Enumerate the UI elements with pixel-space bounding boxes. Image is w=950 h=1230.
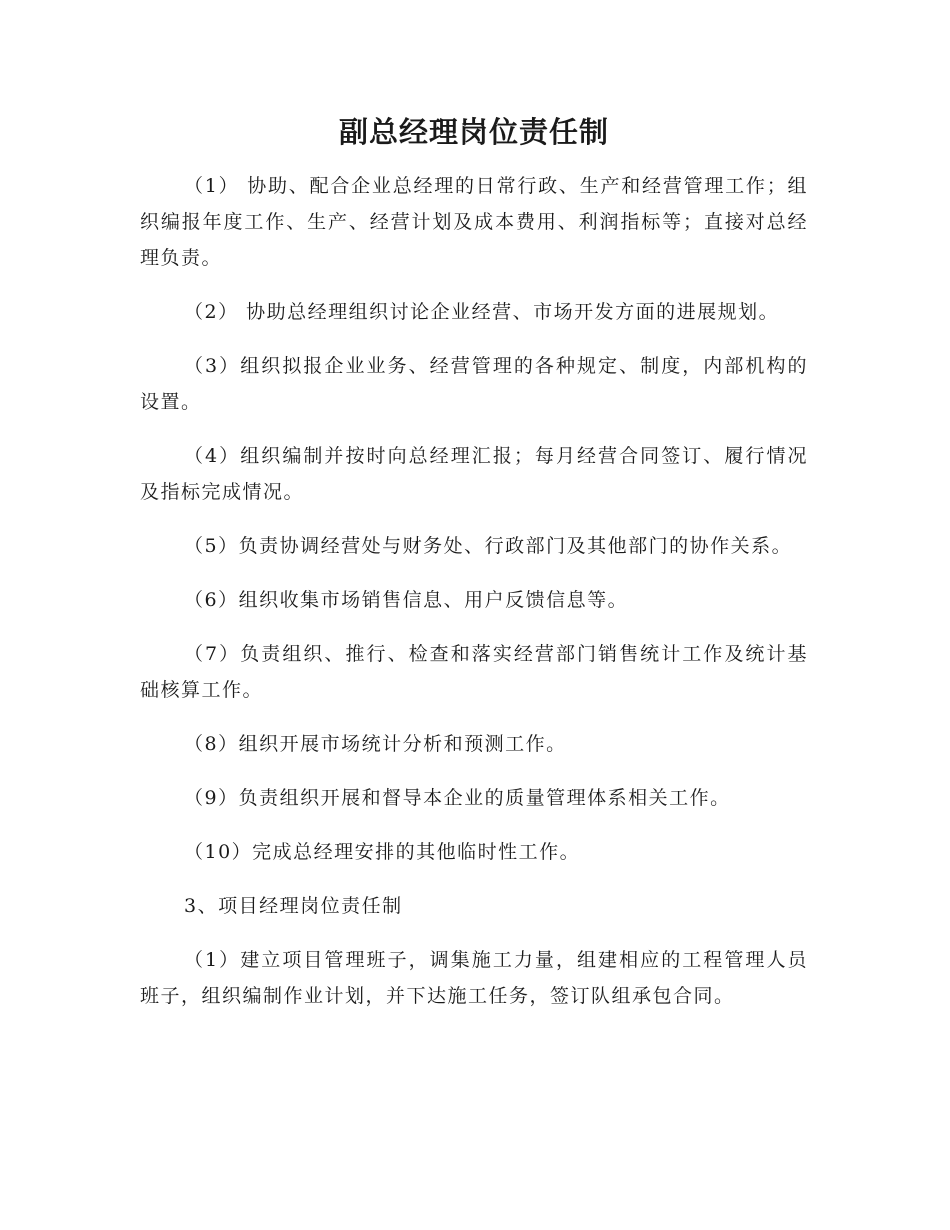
document-title: 副总经理岗位责任制	[338, 115, 609, 149]
paragraph-11: （1）建立项目管理班子，调集施工力量，组建相应的工程管理人员班子，组织编制作业计划，并下达施工任务，签订队组承包合同。	[140, 949, 808, 1007]
document-body	[140, 112, 808, 1032]
paragraph-1: （1） 协助、配合企业总经理的日常行政、生产和经营管理工作；组织编报年度工作、生产、经营计划及成本费用、利润指标等；直接对总经理负责。	[140, 175, 808, 269]
paragraph-7: （7）负责组织、推行、检查和落实经营部门销售统计工作及统计基础核算工作。	[140, 643, 808, 701]
paragraph-4: （4）组织编制并按时向总经理汇报；每月经营合同签订、履行情况及指标完成情况。	[140, 445, 808, 503]
paragraph-8: （8）组织开展市场统计分析和预测工作。	[184, 733, 567, 755]
paragraph-9: （9）负责组织开展和督导本企业的质量管理体系相关工作。	[184, 787, 731, 809]
paragraph-5: （5）负责协调经营处与财务处、行政部门及其他部门的协作关系。	[184, 535, 793, 557]
paragraph-6: （6）组织收集市场销售信息、用户反馈信息等。	[184, 589, 629, 611]
paragraph-10: （10）完成总经理安排的其他临时性工作。	[184, 841, 581, 863]
paragraph-2: （2） 协助总经理组织讨论企业经营、市场开发方面的进展规划。	[184, 301, 780, 323]
paragraph-3: （3）组织拟报企业业务、经营管理的各种规定、制度，内部机构的设置。	[140, 355, 808, 413]
section-heading: 3、项目经理岗位责任制	[184, 895, 403, 917]
